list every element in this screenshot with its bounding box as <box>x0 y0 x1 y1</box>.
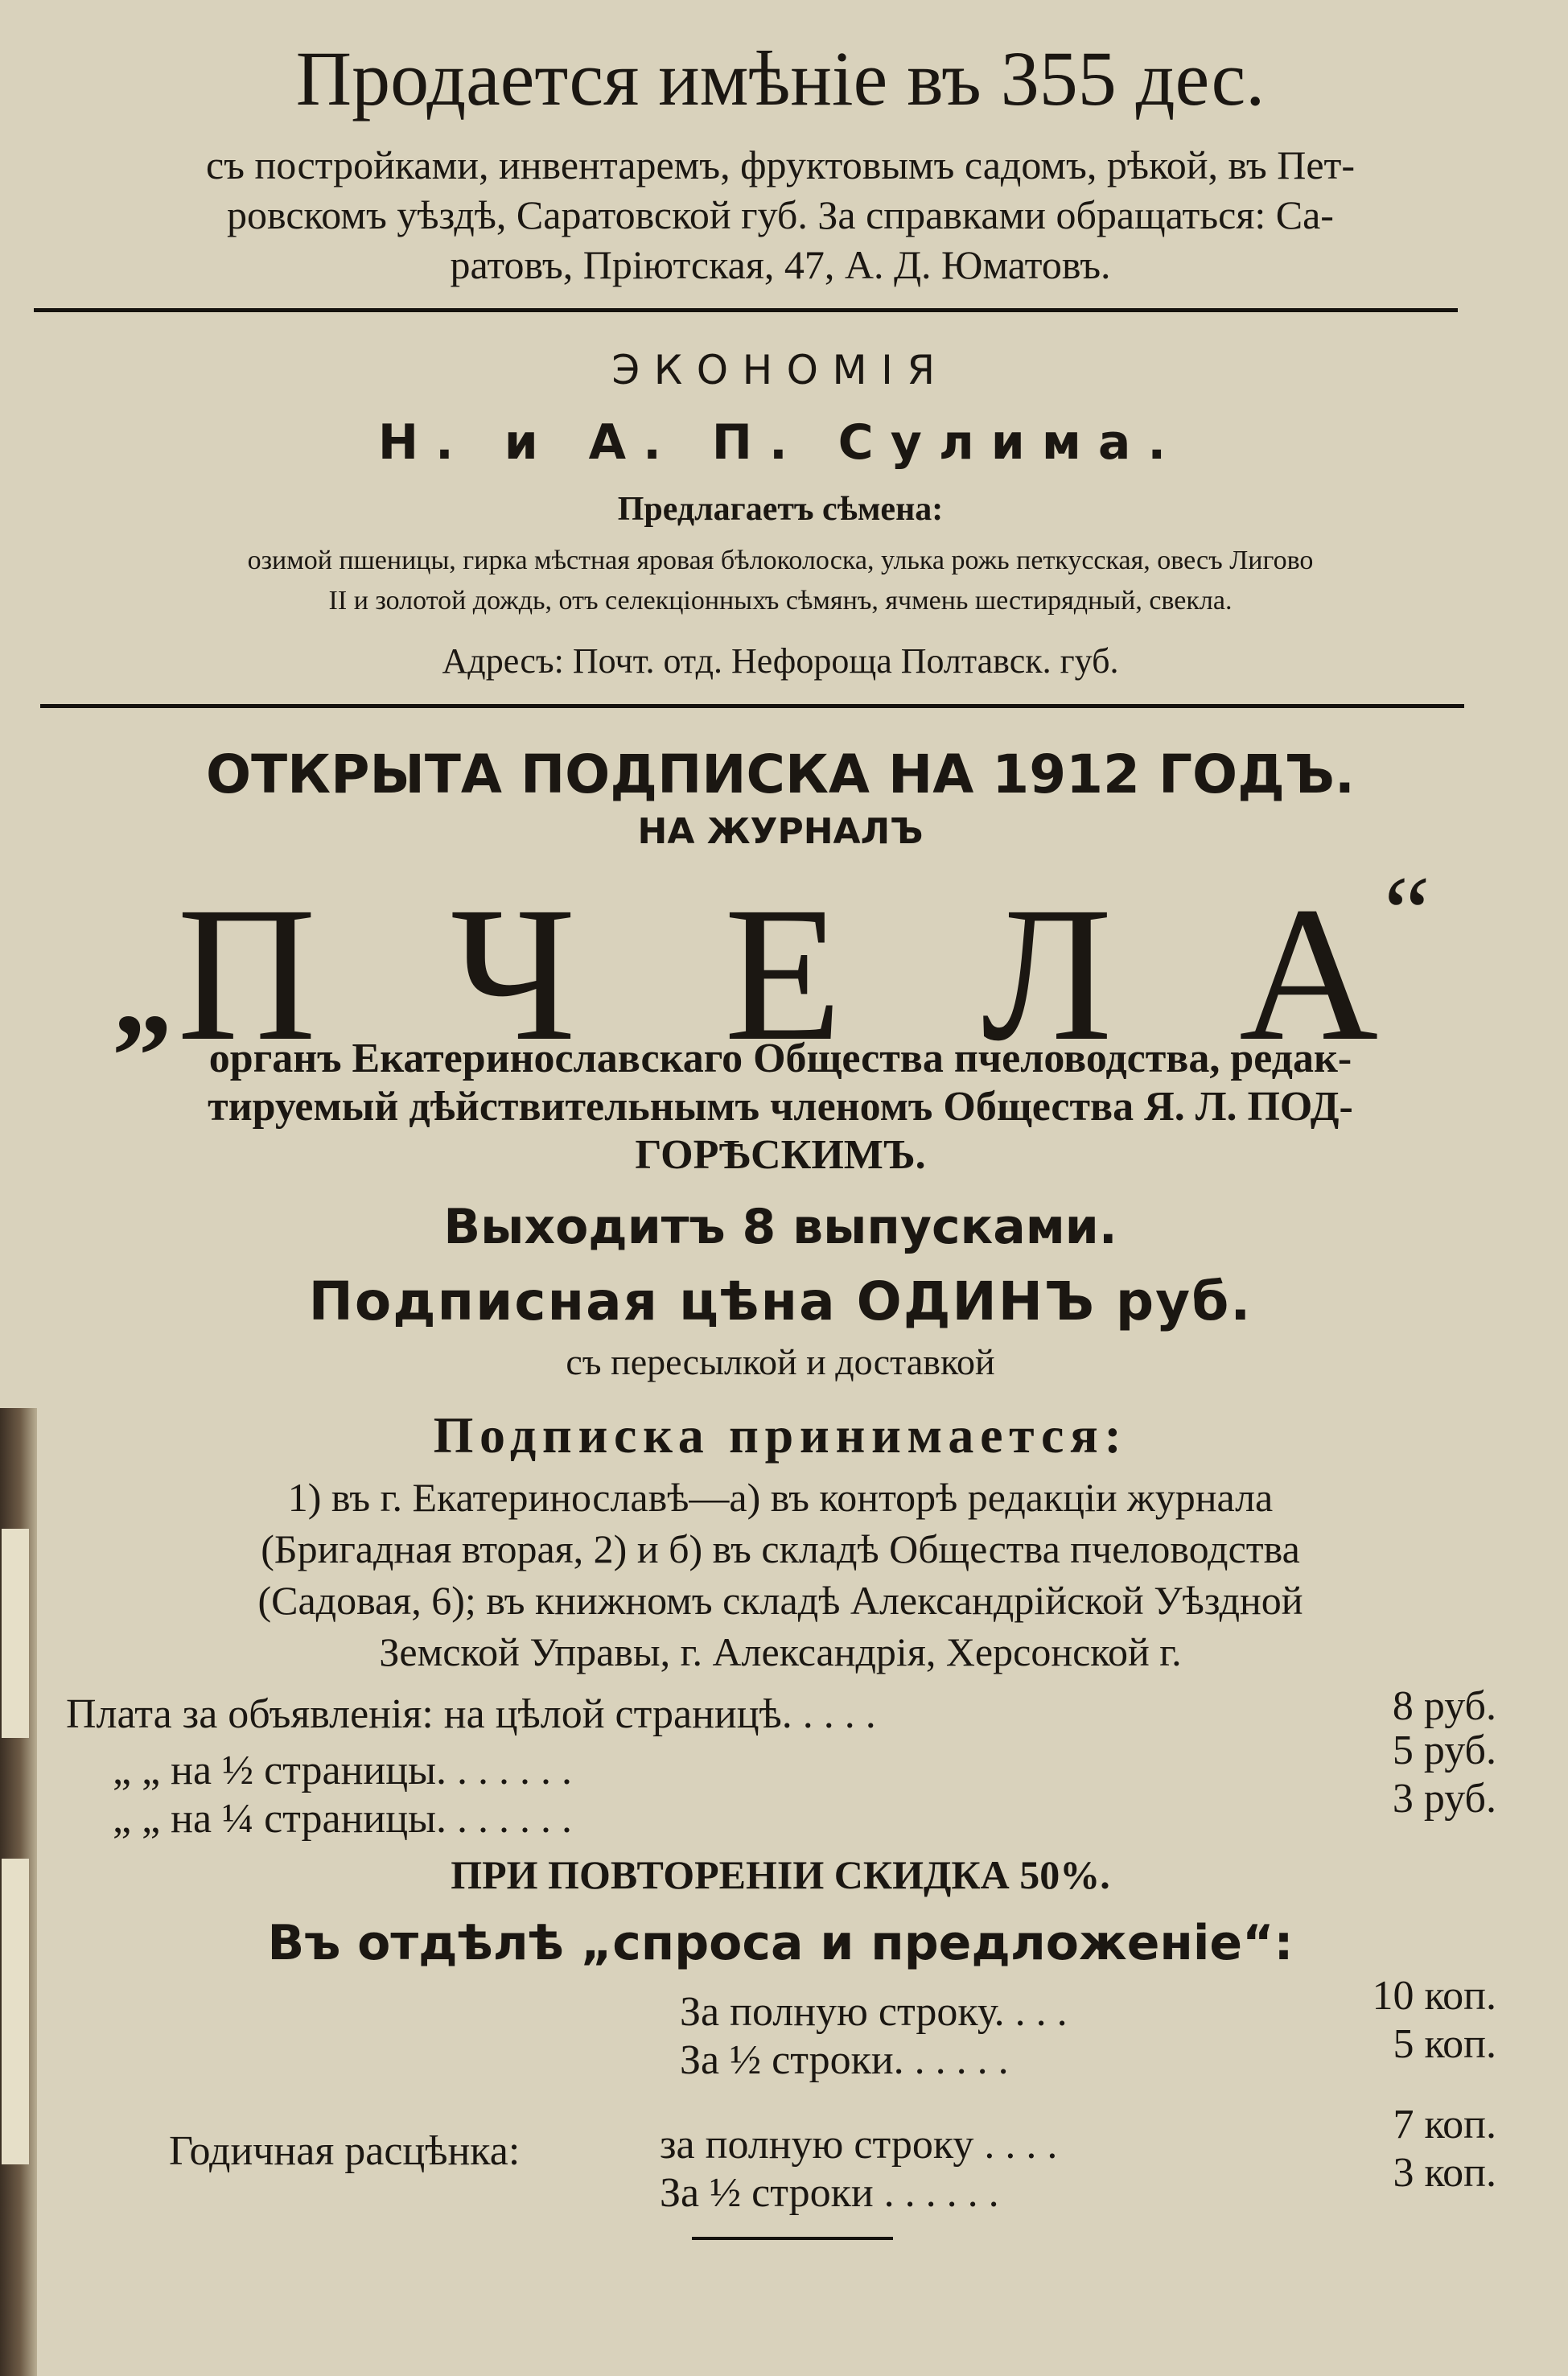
estate-line: ровскомъ уѣздѣ, Саратовской губ. За справками обращаться: Са- <box>227 192 1334 237</box>
journal-description: ГОРѢСКИМЪ. <box>635 1132 926 1178</box>
divider-rule <box>40 704 1464 708</box>
annual-rate-price: 3 коп. <box>1393 2150 1496 2196</box>
journal-name-letter: Л <box>982 867 1113 1081</box>
journal-close-quote: “ <box>1384 855 1430 971</box>
journal-name-letter: Е <box>724 867 842 1081</box>
journal-label: НА ЖУРНАЛЪ <box>637 811 924 852</box>
ad-rate-price: 8 руб. <box>1392 1683 1496 1729</box>
section-heading: Въ отдѣлѣ „спроса и предложеніе“: <box>267 1915 1294 1971</box>
line-rate-label: За ½ строки. . . . . . <box>680 2037 1009 2083</box>
journal-description: органъ Екатеринославскаго Общества пчеловодства, редак- <box>208 1036 1352 1081</box>
journal-description: тируемый дѣйствительнымъ членомъ Общества Я. Л. ПОД- <box>208 1084 1353 1130</box>
annual-rate-label: за полную строку . . . . <box>660 2122 1058 2168</box>
journal-open-quote: „ <box>113 927 173 1060</box>
annual-rate-label: За ½ строки . . . . . . <box>660 2170 999 2216</box>
seed-ad-address: Адресъ: Почт. отд. Нефороща Полтавск. губ. <box>442 641 1119 681</box>
seed-ad-offer: Предлагаетъ сѣмена: <box>617 491 944 528</box>
issues-line: Выходитъ 8 выпусками. <box>443 1199 1117 1255</box>
seed-ad-title: ЭКОНОМІЯ <box>611 347 949 393</box>
annual-label: Годичная расцѣнка: <box>169 2128 521 2174</box>
accepted-heading: Подписка принимается: <box>433 1406 1128 1464</box>
divider-rule <box>34 308 1458 312</box>
estate-line: ратовъ, Пріютская, 47, А. Д. Юматовъ. <box>450 242 1111 287</box>
estate-headline: Продается имѣніе въ 355 дес. <box>295 35 1266 121</box>
seed-ad-owners: Н. и А. П. Сулима. <box>377 414 1183 471</box>
estate-line: съ постройками, инвентаремъ, фруктовымъ садомъ, рѣкой, въ Пет- <box>205 142 1356 187</box>
ad-rate-label: „ „ на ¼ страницы. . . . . . . <box>113 1796 573 1842</box>
end-rule <box>692 2237 893 2240</box>
ad-rate-price: 5 руб. <box>1392 1727 1496 1773</box>
journal-name-letter: П <box>177 867 317 1081</box>
discount-line: ПРИ ПОВТОРЕНІИ СКИДКА 50%. <box>451 1852 1110 1897</box>
annual-rate-price: 7 коп. <box>1393 2102 1496 2147</box>
journal-name-letter: А <box>1239 867 1379 1081</box>
seed-ad-line: II и золотой дождь, отъ селекціонныхъ сѣмянъ, ячмень шестирядный, свекла. <box>328 586 1233 616</box>
price-line: Подписная цѣна ОДИНЪ руб. <box>308 1270 1253 1332</box>
accepted-line: (Садовая, 6); въ книжномъ складѣ Александрійской Уѣздной <box>257 1578 1303 1623</box>
delivery-line: съ пересылкой и доставкой <box>566 1341 995 1382</box>
line-rate-price: 5 коп. <box>1393 2021 1496 2067</box>
seed-ad-line: озимой пшеницы, гирка мѣстная яровая бѣлоколоска, улька рожь петкусская, овесъ Лигово <box>247 546 1314 575</box>
ad-rate-label: „ „ на ½ страницы. . . . . . . <box>113 1748 573 1793</box>
line-rate-price: 10 коп. <box>1372 1973 1496 2019</box>
ad-rate-label: Плата за объявленія: на цѣлой страницѣ. . . . . <box>66 1691 876 1737</box>
ad-rate-price: 3 руб. <box>1392 1776 1496 1822</box>
subscription-heading: ОТКРЫТА ПОДПИСКА НА 1912 ГОДЪ. <box>206 743 1355 805</box>
accepted-line: Земской Управы, г. Александрія, Херсонской г. <box>379 1629 1182 1674</box>
accepted-line: (Бригадная вторая, 2) и б) въ складѣ Общества пчеловодства <box>261 1526 1300 1571</box>
journal-name-letter: Ч <box>451 867 576 1081</box>
line-rate-label: За полную строку. . . . <box>680 1989 1068 2035</box>
accepted-line: 1) въ г. Екатеринославѣ—а) въ конторѣ редакціи журнала <box>287 1475 1274 1520</box>
